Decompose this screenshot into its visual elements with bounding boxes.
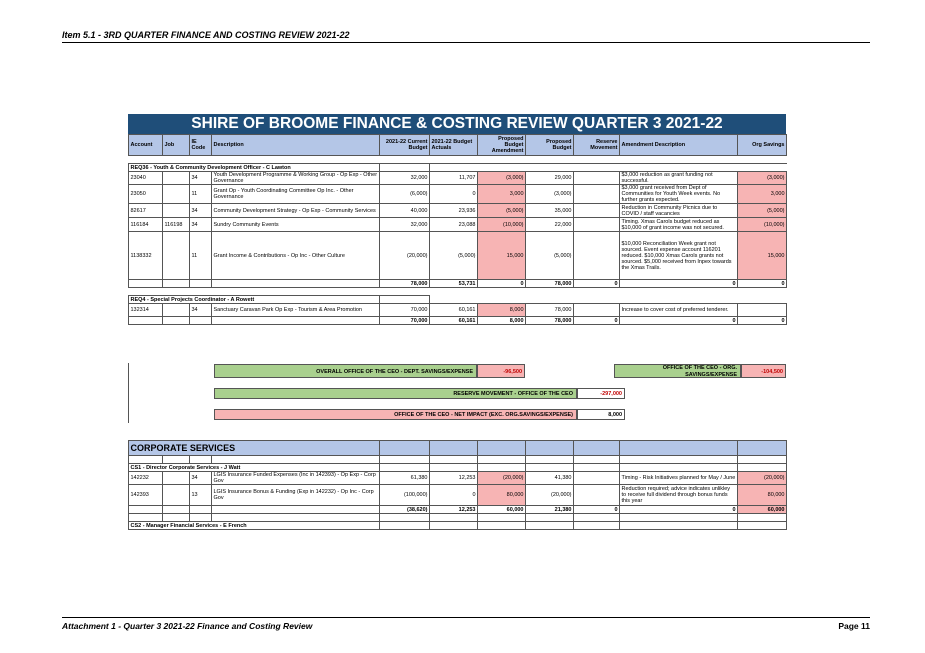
cell-actuals: 60,161 xyxy=(430,304,478,317)
corporate-services-table xyxy=(128,440,787,530)
table-row xyxy=(129,485,787,506)
cell-desc: Youth Development Programme & Working Group - Op Exp - Other Governance xyxy=(212,172,380,185)
cell-proposed: 29,000 xyxy=(526,172,574,185)
section-title: CS1 - Director Corporate Services - J Watt xyxy=(129,464,380,472)
table-row xyxy=(129,232,787,280)
cell-reserve xyxy=(574,304,620,317)
section-row xyxy=(129,296,787,304)
table-row xyxy=(129,204,787,218)
cell-desc: Sanctuary Caravan Park Op Exp - Tourism & Area Promotion xyxy=(212,304,380,317)
cell-account: 142393 xyxy=(129,485,163,506)
col-budget-actuals: 2021-22 Budget Actuals xyxy=(430,135,478,156)
cell-budget: (100,000) xyxy=(380,485,430,506)
corporate-services-title: CORPORATE SERVICES xyxy=(129,441,380,456)
cell-amend: 80,000 xyxy=(478,485,526,506)
net-impact-label: OFFICE OF THE CEO - NET IMPACT (EXC. ORG.SAVINGS/EXPENSE) xyxy=(214,409,577,420)
cell-amend: (3,000) xyxy=(478,172,526,185)
cell-savings: 3,000 xyxy=(738,185,787,204)
overall-savings-value: -96,500 xyxy=(477,364,525,378)
cell-savings xyxy=(738,304,787,317)
col-current-budget: 2021-22 Current Budget xyxy=(380,135,430,156)
cell-actuals: 0 xyxy=(430,185,478,204)
cell-ie: 11 xyxy=(190,232,212,280)
total-proposed: 78,000 xyxy=(526,280,574,288)
cell-actuals: 0 xyxy=(430,485,478,506)
cell-ie: 34 xyxy=(190,218,212,232)
cell-reserve xyxy=(574,218,620,232)
section-row xyxy=(129,164,787,172)
total-budget: 70,000 xyxy=(380,317,430,325)
page-header-title: Item 5.1 - 3RD QUARTER FINANCE AND COSTING REVIEW 2021-22 xyxy=(62,30,350,40)
corporate-title-row xyxy=(129,441,787,456)
cell-savings: 15,000 xyxy=(738,232,787,280)
cell-ie: 34 xyxy=(190,204,212,218)
cell-amend: 15,000 xyxy=(478,232,526,280)
section-title: REQ36 - Youth & Community Development Officer - C Lawton xyxy=(129,164,380,172)
cell-ie: 34 xyxy=(190,172,212,185)
spacer-row xyxy=(129,514,787,522)
cell-proposed: 78,000 xyxy=(526,304,574,317)
cell-budget: 32,000 xyxy=(380,172,430,185)
cell-job xyxy=(163,204,190,218)
cell-actuals: 11,707 xyxy=(430,172,478,185)
cell-reserve xyxy=(574,485,620,506)
col-description: Description xyxy=(212,135,380,156)
total-amend: 8,000 xyxy=(478,317,526,325)
footer-page-number: Page 11 xyxy=(838,621,870,631)
cell-reserve xyxy=(574,472,620,485)
cell-account: 116184 xyxy=(129,218,163,232)
cell-ie: 34 xyxy=(190,304,212,317)
ceo-finance-table xyxy=(128,134,787,325)
summary-left-border xyxy=(128,363,129,423)
page-footer xyxy=(62,617,870,631)
section-row xyxy=(129,522,787,530)
total-reserve: 0 xyxy=(574,317,620,325)
cell-amend-desc: $3,000 grant received from Dept of Communities for Youth Week events. No further grants expected. xyxy=(620,185,738,204)
cell-desc: LGIS Insurance Bonus & Funding (Exp in 142232) - Op Inc - Corp Gov xyxy=(212,485,380,506)
total-budget: 78,000 xyxy=(380,280,430,288)
col-job: Job xyxy=(163,135,190,156)
cell-budget: 32,000 xyxy=(380,218,430,232)
total-amend: 60,000 xyxy=(478,506,526,514)
net-impact-value: 8,000 xyxy=(577,409,625,420)
reserve-movement-value: -297,000 xyxy=(577,388,625,399)
cell-ie: 13 xyxy=(190,485,212,506)
total-savings: 0 xyxy=(738,280,787,288)
cell-actuals: 23,936 xyxy=(430,204,478,218)
footer-attachment: Attachment 1 - Quarter 3 2021-22 Finance and Costing Review xyxy=(62,621,313,631)
spacer-row xyxy=(129,456,787,464)
cell-amend-desc: $3,000 reduction as grant funding not successful. xyxy=(620,172,738,185)
cell-job xyxy=(163,185,190,204)
cell-amend: (5,000) xyxy=(478,204,526,218)
cell-amend-desc: $10,000 Reconciliation Week grant not sourced. Event expense account 116201 reduced. $10,000 Xmas Carols grants not sourced. $5,000 received from Inpex towards the Xmas Trails. xyxy=(620,232,738,280)
section-row xyxy=(129,464,787,472)
spacer-row xyxy=(129,288,787,296)
cell-desc: Sundry Community Events xyxy=(212,218,380,232)
total-amend-desc: 0 xyxy=(620,506,738,514)
cell-ie: 11 xyxy=(190,185,212,204)
cell-account: 82617 xyxy=(129,204,163,218)
total-actuals: 12,253 xyxy=(430,506,478,514)
cell-amend: 8,000 xyxy=(478,304,526,317)
cell-desc: Grant Income & Contributions - Op Inc - Other Culture xyxy=(212,232,380,280)
total-proposed: 21,380 xyxy=(526,506,574,514)
totals-row xyxy=(129,280,787,288)
cell-actuals: (5,000) xyxy=(430,232,478,280)
cell-amend: (10,000) xyxy=(478,218,526,232)
table-row xyxy=(129,472,787,485)
cell-account: 23040 xyxy=(129,172,163,185)
total-reserve: 0 xyxy=(574,506,620,514)
total-amend-desc: 0 xyxy=(620,317,738,325)
col-proposed-amendment: Proposed Budget Amendment xyxy=(478,135,526,156)
cell-savings: (5,000) xyxy=(738,204,787,218)
cell-job: 116198 xyxy=(163,218,190,232)
table-row xyxy=(129,218,787,232)
cell-account: 132314 xyxy=(129,304,163,317)
org-savings-label: OFFICE OF THE CEO - ORG. SAVINGS/EXPENSE xyxy=(614,364,741,378)
cell-reserve xyxy=(574,232,620,280)
col-org-savings: Org Savings xyxy=(738,135,787,156)
cell-budget: 40,000 xyxy=(380,204,430,218)
total-reserve: 0 xyxy=(574,280,620,288)
total-amend-desc: 0 xyxy=(620,280,738,288)
section-title: CS2 - Manager Financial Services - E French xyxy=(129,522,380,530)
cell-proposed: (20,000) xyxy=(526,485,574,506)
cell-amend-desc: Reduction required; advice indicates unlikley to receive full dividend through bonus funds this year xyxy=(620,485,738,506)
cell-job xyxy=(163,472,190,485)
table-row xyxy=(129,172,787,185)
cell-savings: (10,000) xyxy=(738,218,787,232)
table-header-row xyxy=(129,135,787,156)
cell-actuals: 12,253 xyxy=(430,472,478,485)
total-savings: 0 xyxy=(738,317,787,325)
total-proposed: 78,000 xyxy=(526,317,574,325)
cell-amend-desc: Reduction in Community Picnics due to COVID / staff vacancies xyxy=(620,204,738,218)
col-ie-code: IE Code xyxy=(190,135,212,156)
cell-savings: (20,000) xyxy=(738,472,787,485)
cell-ie: 34 xyxy=(190,472,212,485)
total-actuals: 60,161 xyxy=(430,317,478,325)
cell-savings: 80,000 xyxy=(738,485,787,506)
table-row xyxy=(129,185,787,204)
cell-job xyxy=(163,304,190,317)
cell-budget: 61,380 xyxy=(380,472,430,485)
total-amend: 0 xyxy=(478,280,526,288)
cell-amend: 3,000 xyxy=(478,185,526,204)
cell-job xyxy=(163,232,190,280)
cell-budget: 70,000 xyxy=(380,304,430,317)
cell-job xyxy=(163,172,190,185)
cell-desc: Grant Op - Youth Coordinating Committee Op Inc. - Other Governance xyxy=(212,185,380,204)
cell-desc: LGIS Insurance Funded Expenses (Inc in 142393) - Op Exp - Corp Gov xyxy=(212,472,380,485)
cell-amend-desc: Timing - Risk Initiatives planned for May / June xyxy=(620,472,738,485)
cell-reserve xyxy=(574,204,620,218)
cell-reserve xyxy=(574,185,620,204)
cell-reserve xyxy=(574,172,620,185)
total-actuals: 53,731 xyxy=(430,280,478,288)
totals-row xyxy=(129,506,787,514)
cell-proposed: (3,000) xyxy=(526,185,574,204)
col-amendment-description: Amendment Description xyxy=(620,135,738,156)
cell-amend: (20,000) xyxy=(478,472,526,485)
cell-proposed: 35,000 xyxy=(526,204,574,218)
totals-row xyxy=(129,317,787,325)
section-title: REQ4 - Special Projects Coordinator - A Rowett xyxy=(129,296,380,304)
cell-savings: (3,000) xyxy=(738,172,787,185)
cell-budget: (6,000) xyxy=(380,185,430,204)
overall-savings-label: OVERALL OFFICE OF THE CEO - DEPT. SAVINGS/EXPENSE xyxy=(214,364,477,378)
cell-proposed: 22,000 xyxy=(526,218,574,232)
table-row xyxy=(129,304,787,317)
cell-amend-desc: Increase to cover cost of preferred tenderer. xyxy=(620,304,738,317)
col-proposed-budget: Proposed Budget xyxy=(526,135,574,156)
total-budget: (38,620) xyxy=(380,506,430,514)
cell-amend-desc: Timing. Xmas Carols budget reduced as $10,000 of grant income was not secured. xyxy=(620,218,738,232)
cell-proposed: (5,000) xyxy=(526,232,574,280)
cell-account: 1138332 xyxy=(129,232,163,280)
col-account: Account xyxy=(129,135,163,156)
report-banner: SHIRE OF BROOME FINANCE & COSTING REVIEW QUARTER 3 2021-22 xyxy=(128,114,786,134)
cell-actuals: 23,088 xyxy=(430,218,478,232)
cell-account: 142232 xyxy=(129,472,163,485)
cell-desc: Community Development Strategy - Op Exp - Community Services xyxy=(212,204,380,218)
cell-proposed: 41,380 xyxy=(526,472,574,485)
org-savings-value: -104,500 xyxy=(741,364,786,378)
cell-account: 23050 xyxy=(129,185,163,204)
cell-job xyxy=(163,485,190,506)
reserve-movement-label: RESERVE MOVEMENT - OFFICE OF THE CEO xyxy=(214,388,577,399)
page-header xyxy=(62,30,870,43)
cell-budget: (20,000) xyxy=(380,232,430,280)
total-savings: 60,000 xyxy=(738,506,787,514)
spacer-row xyxy=(129,156,787,164)
col-reserve-movement: Reserve Movement xyxy=(574,135,620,156)
